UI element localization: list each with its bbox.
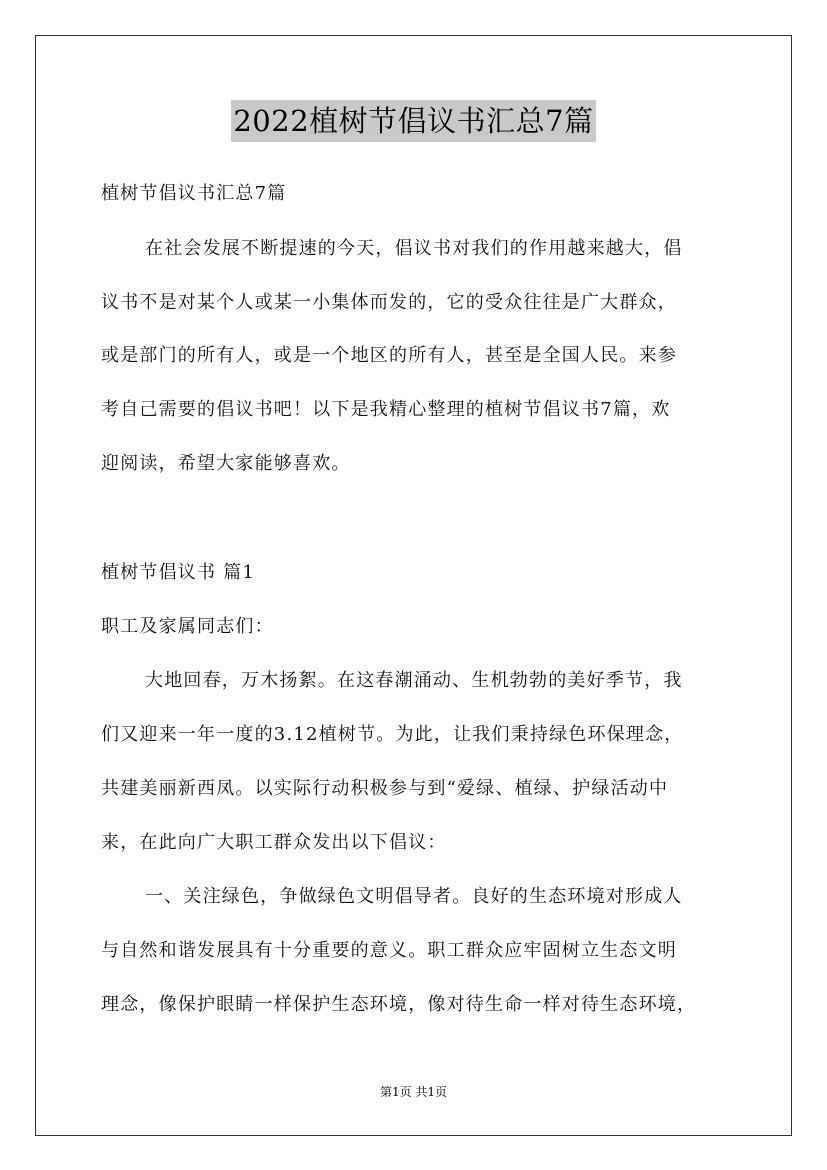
paragraph-line: 来，在此向广大职工群众发出以下倡议： <box>101 832 447 853</box>
paragraph-line: 与自然和谐发展具有十分重要的意义。职工群众应牢固树立生态文明 <box>101 940 677 961</box>
paragraph-line: 们又迎来一年一度的3.12植树节。为此，让我们秉持绿色环保理念， <box>101 724 684 745</box>
paragraph-line: 一、关注绿色，争做绿色文明倡导者。良好的生态环境对形成人 <box>145 886 683 907</box>
document-title: 2022植树节倡议书汇总7篇 <box>231 100 595 142</box>
intro-line: 考自己需要的倡议书吧！以下是我精心整理的植树节倡议书7篇，欢 <box>101 399 671 420</box>
section-heading: 植树节倡议书 篇1 <box>101 562 255 583</box>
intro-line: 在社会发展不断提速的今天，倡议书对我们的作用越来越大，倡 <box>145 238 683 259</box>
document-subtitle: 植树节倡议书汇总7篇 <box>101 183 287 204</box>
intro-line: 议书不是对某个人或某一小集体而发的，它的受众往往是广大群众， <box>101 292 677 313</box>
paragraph-line: 大地回春，万木扬絮。在这春潮涌动、生机勃勃的美好季节，我 <box>145 670 683 691</box>
title-wrap <box>0 100 827 142</box>
page-footer: 第1页 共1页 <box>379 1085 448 1099</box>
intro-line: 或是部门的所有人，或是一个地区的所有人，甚至是全国人民。来参 <box>101 345 677 366</box>
salutation: 职工及家属同志们： <box>101 616 274 637</box>
paragraph-line: 理念，像保护眼睛一样保护生态环境，像对待生命一样对待生态环境， <box>101 994 697 1015</box>
intro-line: 迎阅读，希望大家能够喜欢。 <box>101 453 351 474</box>
paragraph-line: 共建美丽新西凤。以实际行动积极参与到“爱绿、植绿、护绿活动中 <box>101 778 669 799</box>
